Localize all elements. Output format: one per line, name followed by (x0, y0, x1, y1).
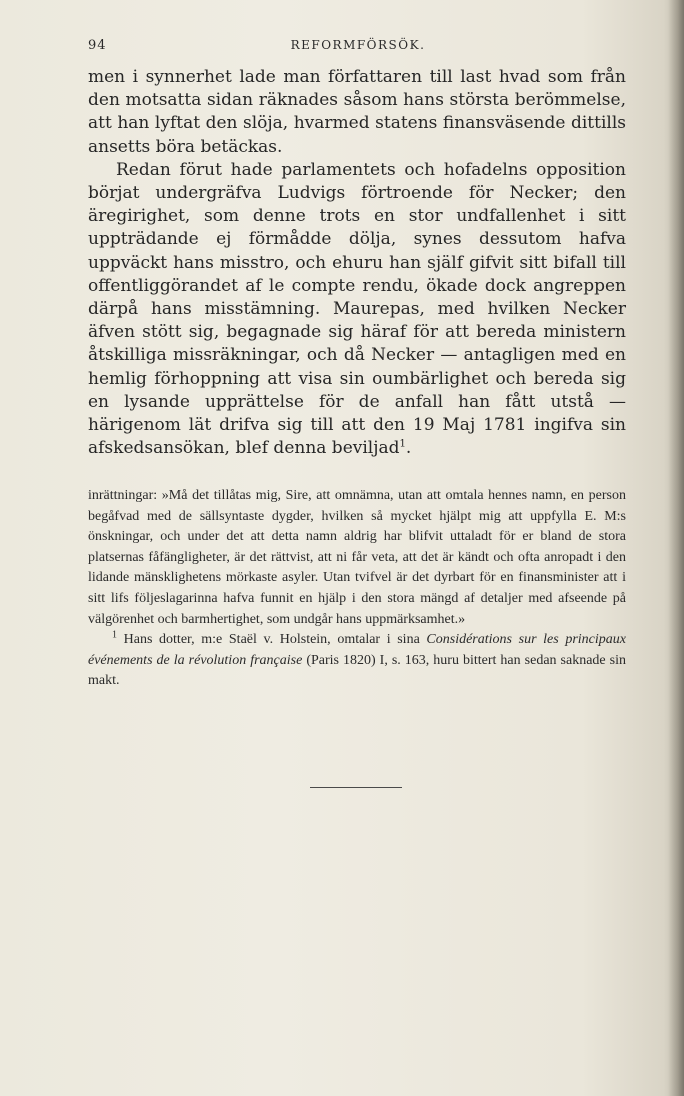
footnote-1-text-b: (Paris 1820) I, s. 163, huru bittert han sedan saknade sin makt. (88, 652, 626, 689)
running-header (88, 38, 628, 58)
footnote-1 (88, 630, 626, 692)
main-text (88, 66, 626, 460)
running-title: REFORMFÖRSÖK. (290, 38, 426, 52)
paragraph-continuation: men i synnerhet lade man författaren till last hvad som från den motsatta sidan räknades såsom hans största berömmelse, att han lyftat den slöja, hvarmed statens finansväsende dittills ansetts böra betäckas. (88, 67, 626, 157)
paragraph-text: Redan förut hade parlamentets och hofadelns opposition börjat undergräfva Ludvigs förtroende för Necker; den äregirighet, som denne trots en stor undfallenhet i sitt uppträdande ej förmådde dölja, synes dessutom hafva uppväckt hans misstro, och ehuru han själf gifvit sitt bifall till offentliggörandet af le compte rendu, ökade dock angreppen därpå hans misstämning. Maurepas, med hvilken Necker äfven stött sig, begagnade sig häraf för att bereda ministern åtskilliga missräkningar, och då Necker — antagligen med en hemlig förhoppning att visa sin oumbärlighet och bereda sig en lysande upprättelse för de anfall han fått utstå — härigenom lät drifva sig till att den 19 Maj 1781 ingifva sin afskedsansökan, blef denna beviljad (88, 159, 626, 459)
paragraph-necker-resignation (88, 159, 626, 461)
page-number: 94 (88, 38, 107, 53)
footnote-1-text-a: Hans dotter, m:e Staël v. Holstein, omtalar i sina (117, 632, 427, 648)
paragraph-end: . (405, 438, 412, 459)
page-edge-shadow (668, 0, 684, 1096)
footnote-continuation: inrättningar: »Må det tillåtas mig, Sire, att omnämna, utan att omtala hennes namn, en person begåfvad med de sällsyntaste dygder, hvilken så mycket hjälpt mig att uppfylla E. M:s önskningar, och under det att detta namn aldrig har blifvit uttaladt för er bland de stora platsernas fåfängligheter, är det rättvist, att ni får veta, att det är kändt och ofta anropadt i den lidande mänsklighetens mörkaste asyler. Utan tvifvel är det dyrbart för en finansminister att i sitt lifs följeslagarinna hafva funnit en hjälp i den stora mängd af detaljer med afseende på välgörenhet och barmhertighet, som undgår hans uppmärksamhet.» (88, 488, 626, 627)
footnote-1-book-title: Considérations sur les principaux événements de la révolution française (88, 632, 626, 668)
footnotes (88, 486, 626, 692)
end-rule (310, 787, 402, 788)
footnote-marker: 1 (399, 438, 406, 450)
footnote-1-marker: 1 (112, 629, 117, 641)
